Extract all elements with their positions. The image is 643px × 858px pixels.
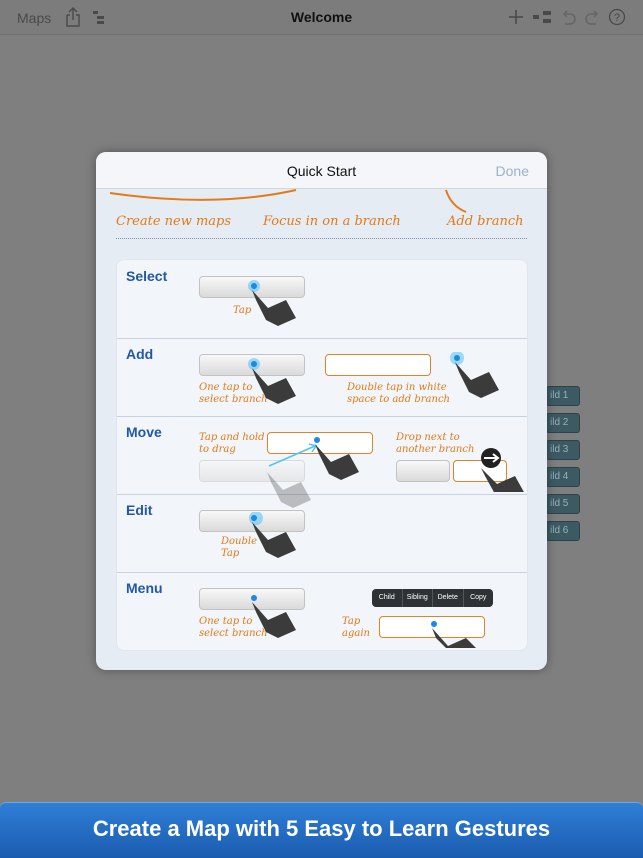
svg-text:?: ? [613,12,621,24]
caption: Drop next to another branch [396,432,475,455]
child-node: ild 5 [546,494,580,514]
menu-item-child[interactable]: Child [372,589,403,607]
context-menu [372,589,493,607]
top-toolbar [0,0,643,35]
branch-bar [396,460,450,482]
menu-item-copy[interactable]: Copy [470,594,487,601]
undo-icon[interactable] [559,9,577,25]
dialog-title: Quick Start [286,163,357,179]
branch-bar-outline [325,354,431,376]
row-label: Add [126,346,154,362]
gesture-row-add [117,338,527,417]
branch-icon[interactable] [532,10,552,24]
hint-create-maps: Create new maps [116,214,232,229]
hand-icon [242,358,300,404]
hand-icon [422,618,480,651]
child-node: ild 4 [546,467,580,487]
gesture-row-menu [117,572,527,650]
hand-icon [471,446,528,492]
gesture-row-edit [117,494,527,573]
banner-text: Create a Map with 5 Easy to Learn Gestures [92,816,551,841]
add-icon[interactable] [508,9,524,25]
child-node: ild 2 [546,413,580,433]
caption: Double Tap [221,536,257,559]
menu-item-delete[interactable]: Delete [433,589,464,607]
child-node: ild 3 [546,440,580,460]
row-label: Move [126,424,162,440]
hint-focus-branch: Focus in on a branch [263,214,401,229]
promo-banner [0,802,643,858]
hand-icon [242,512,300,558]
hand-icon [242,592,300,638]
help-icon[interactable] [608,8,626,26]
row-label: Edit [126,502,153,518]
quick-start-dialog [96,152,547,670]
child-node: ild 1 [546,386,580,406]
hand-icon [242,280,300,326]
caption: Tap [233,305,252,316]
done-button[interactable]: Done [495,163,529,179]
hint-add-branch: Add branch [447,214,524,229]
row-label: Menu [126,580,163,596]
caption: One tap to select branch [199,616,268,639]
maps-back-button[interactable]: Maps [17,10,52,26]
dialog-header [96,152,547,189]
divider [116,238,527,239]
row-label: Select [126,268,168,284]
caption: Double tap in white space to add branch [347,382,450,405]
page-title: Welcome [290,9,353,25]
menu-item-sibling[interactable]: Sibling [403,589,434,607]
redo-icon[interactable] [584,9,602,25]
caption: Tap again [342,616,370,639]
hand-icon [445,352,503,398]
gesture-row-move [117,416,527,495]
caption: Tap and hold to drag [199,432,265,455]
gesture-row-select [117,260,527,339]
gesture-panel [116,259,528,651]
caption: One tap to select branch [199,382,268,405]
child-node: ild 6 [546,521,580,541]
